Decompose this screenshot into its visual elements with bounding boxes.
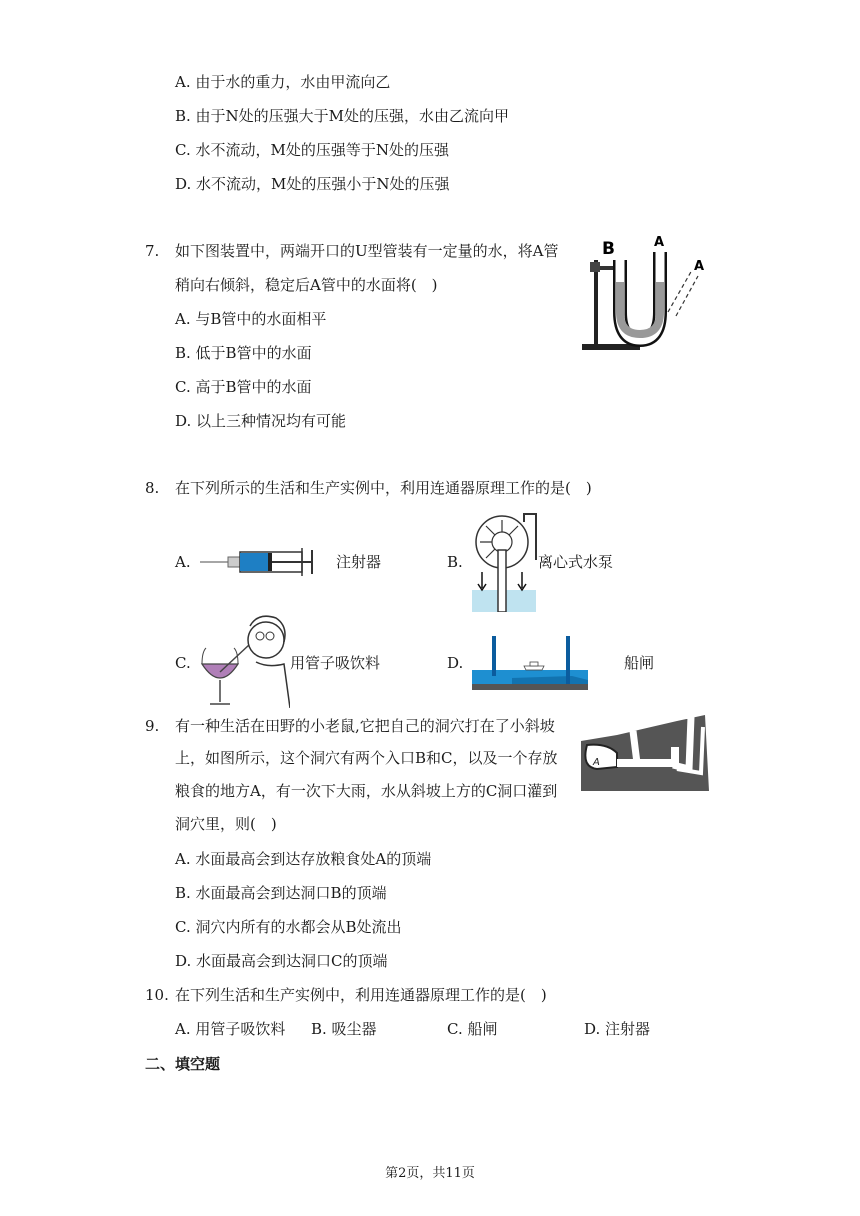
q8-option-d-caption: 船闸 <box>624 654 655 672</box>
q9-stem-line3: 粮食的地方A，有一次下大雨，水从斜坡上方的C洞口灌到 <box>175 782 558 800</box>
label-a2: A <box>694 259 705 274</box>
q10-option-a: A. 用管子吸饮料 <box>175 1020 286 1038</box>
syringe-image <box>200 544 320 578</box>
q8-number: 8. <box>145 479 160 497</box>
q7-stem-line1: 如下图装置中，两端开口的U型管装有一定量的水，将A管 <box>175 242 559 260</box>
q6-option-a: A. 由于水的重力，水由甲流向乙 <box>175 73 391 91</box>
q9-option-d: D. 水面最高会到达洞口C的顶端 <box>175 952 388 970</box>
q10-stem: 在下列生活和生产实例中，利用连通器原理工作的是( ) <box>175 986 547 1004</box>
q10-number: 10. <box>145 986 169 1004</box>
q10-option-c: C. 船闸 <box>447 1020 498 1038</box>
q7-option-b: B. 低于B管中的水面 <box>175 344 312 362</box>
q6-option-b: B. 由于N处的压强大于M处的压强，水由乙流向甲 <box>175 107 510 125</box>
q10-option-b: B. 吸尘器 <box>311 1020 377 1038</box>
q8-option-a-letter: A. <box>175 553 191 571</box>
ship-lock-image <box>472 634 588 690</box>
q6-option-d: D. 水不流动，M处的压强小于N处的压强 <box>175 175 450 193</box>
q8-option-b-caption: 离心式水泵 <box>538 553 614 571</box>
q7-option-d: D. 以上三种情况均有可能 <box>175 412 347 430</box>
q8-option-d-letter: D. <box>447 654 464 672</box>
q7-option-c: C. 高于B管中的水面 <box>175 378 312 396</box>
q9-number: 9. <box>145 717 160 735</box>
q9-option-b: B. 水面最高会到达洞口B的顶端 <box>175 884 387 902</box>
label-b: B <box>602 239 615 259</box>
q7-stem-line2: 稍向右倾斜，稳定后A管中的水面将( ) <box>175 276 438 294</box>
drinking-straw-image <box>198 612 290 708</box>
q6-option-c: C. 水不流动，M处的压强等于N处的压强 <box>175 141 449 159</box>
label-c: C <box>683 711 690 722</box>
label-a1: A <box>654 235 665 250</box>
mouse-burrow-figure <box>577 707 713 793</box>
centrifugal-pump-image <box>472 510 540 612</box>
q9-option-a: A. 水面最高会到达存放粮食处A的顶端 <box>175 850 432 868</box>
q9-stem-line4: 洞穴里，则( ) <box>175 815 277 833</box>
q8-option-a-caption: 注射器 <box>336 553 382 571</box>
page-footer: 第2页，共11页 <box>385 1166 475 1181</box>
q9-stem-line1: 有一种生活在田野的小老鼠,它把自己的洞穴打在了小斜坡 <box>175 717 555 735</box>
q7-option-a: A. 与B管中的水面相平 <box>175 310 327 328</box>
label-a: A <box>593 757 600 768</box>
q8-option-b-letter: B. <box>447 553 463 571</box>
section-heading-fill-in: 二、填空题 <box>145 1055 221 1073</box>
label-b: B <box>629 721 636 732</box>
q8-option-c-caption: 用管子吸饮料 <box>290 654 381 672</box>
q7-number: 7. <box>145 242 160 260</box>
q8-stem: 在下列所示的生活和生产实例中，利用连通器原理工作的是( ) <box>175 479 592 497</box>
u-tube-figure <box>580 232 715 357</box>
q9-stem-line2: 上，如图所示，这个洞穴有两个入口B和C，以及一个存放 <box>175 749 558 767</box>
q9-option-c: C. 洞穴内所有的水都会从B处流出 <box>175 918 402 936</box>
q8-option-c-letter: C. <box>175 654 191 672</box>
q10-option-d: D. 注射器 <box>584 1020 651 1038</box>
